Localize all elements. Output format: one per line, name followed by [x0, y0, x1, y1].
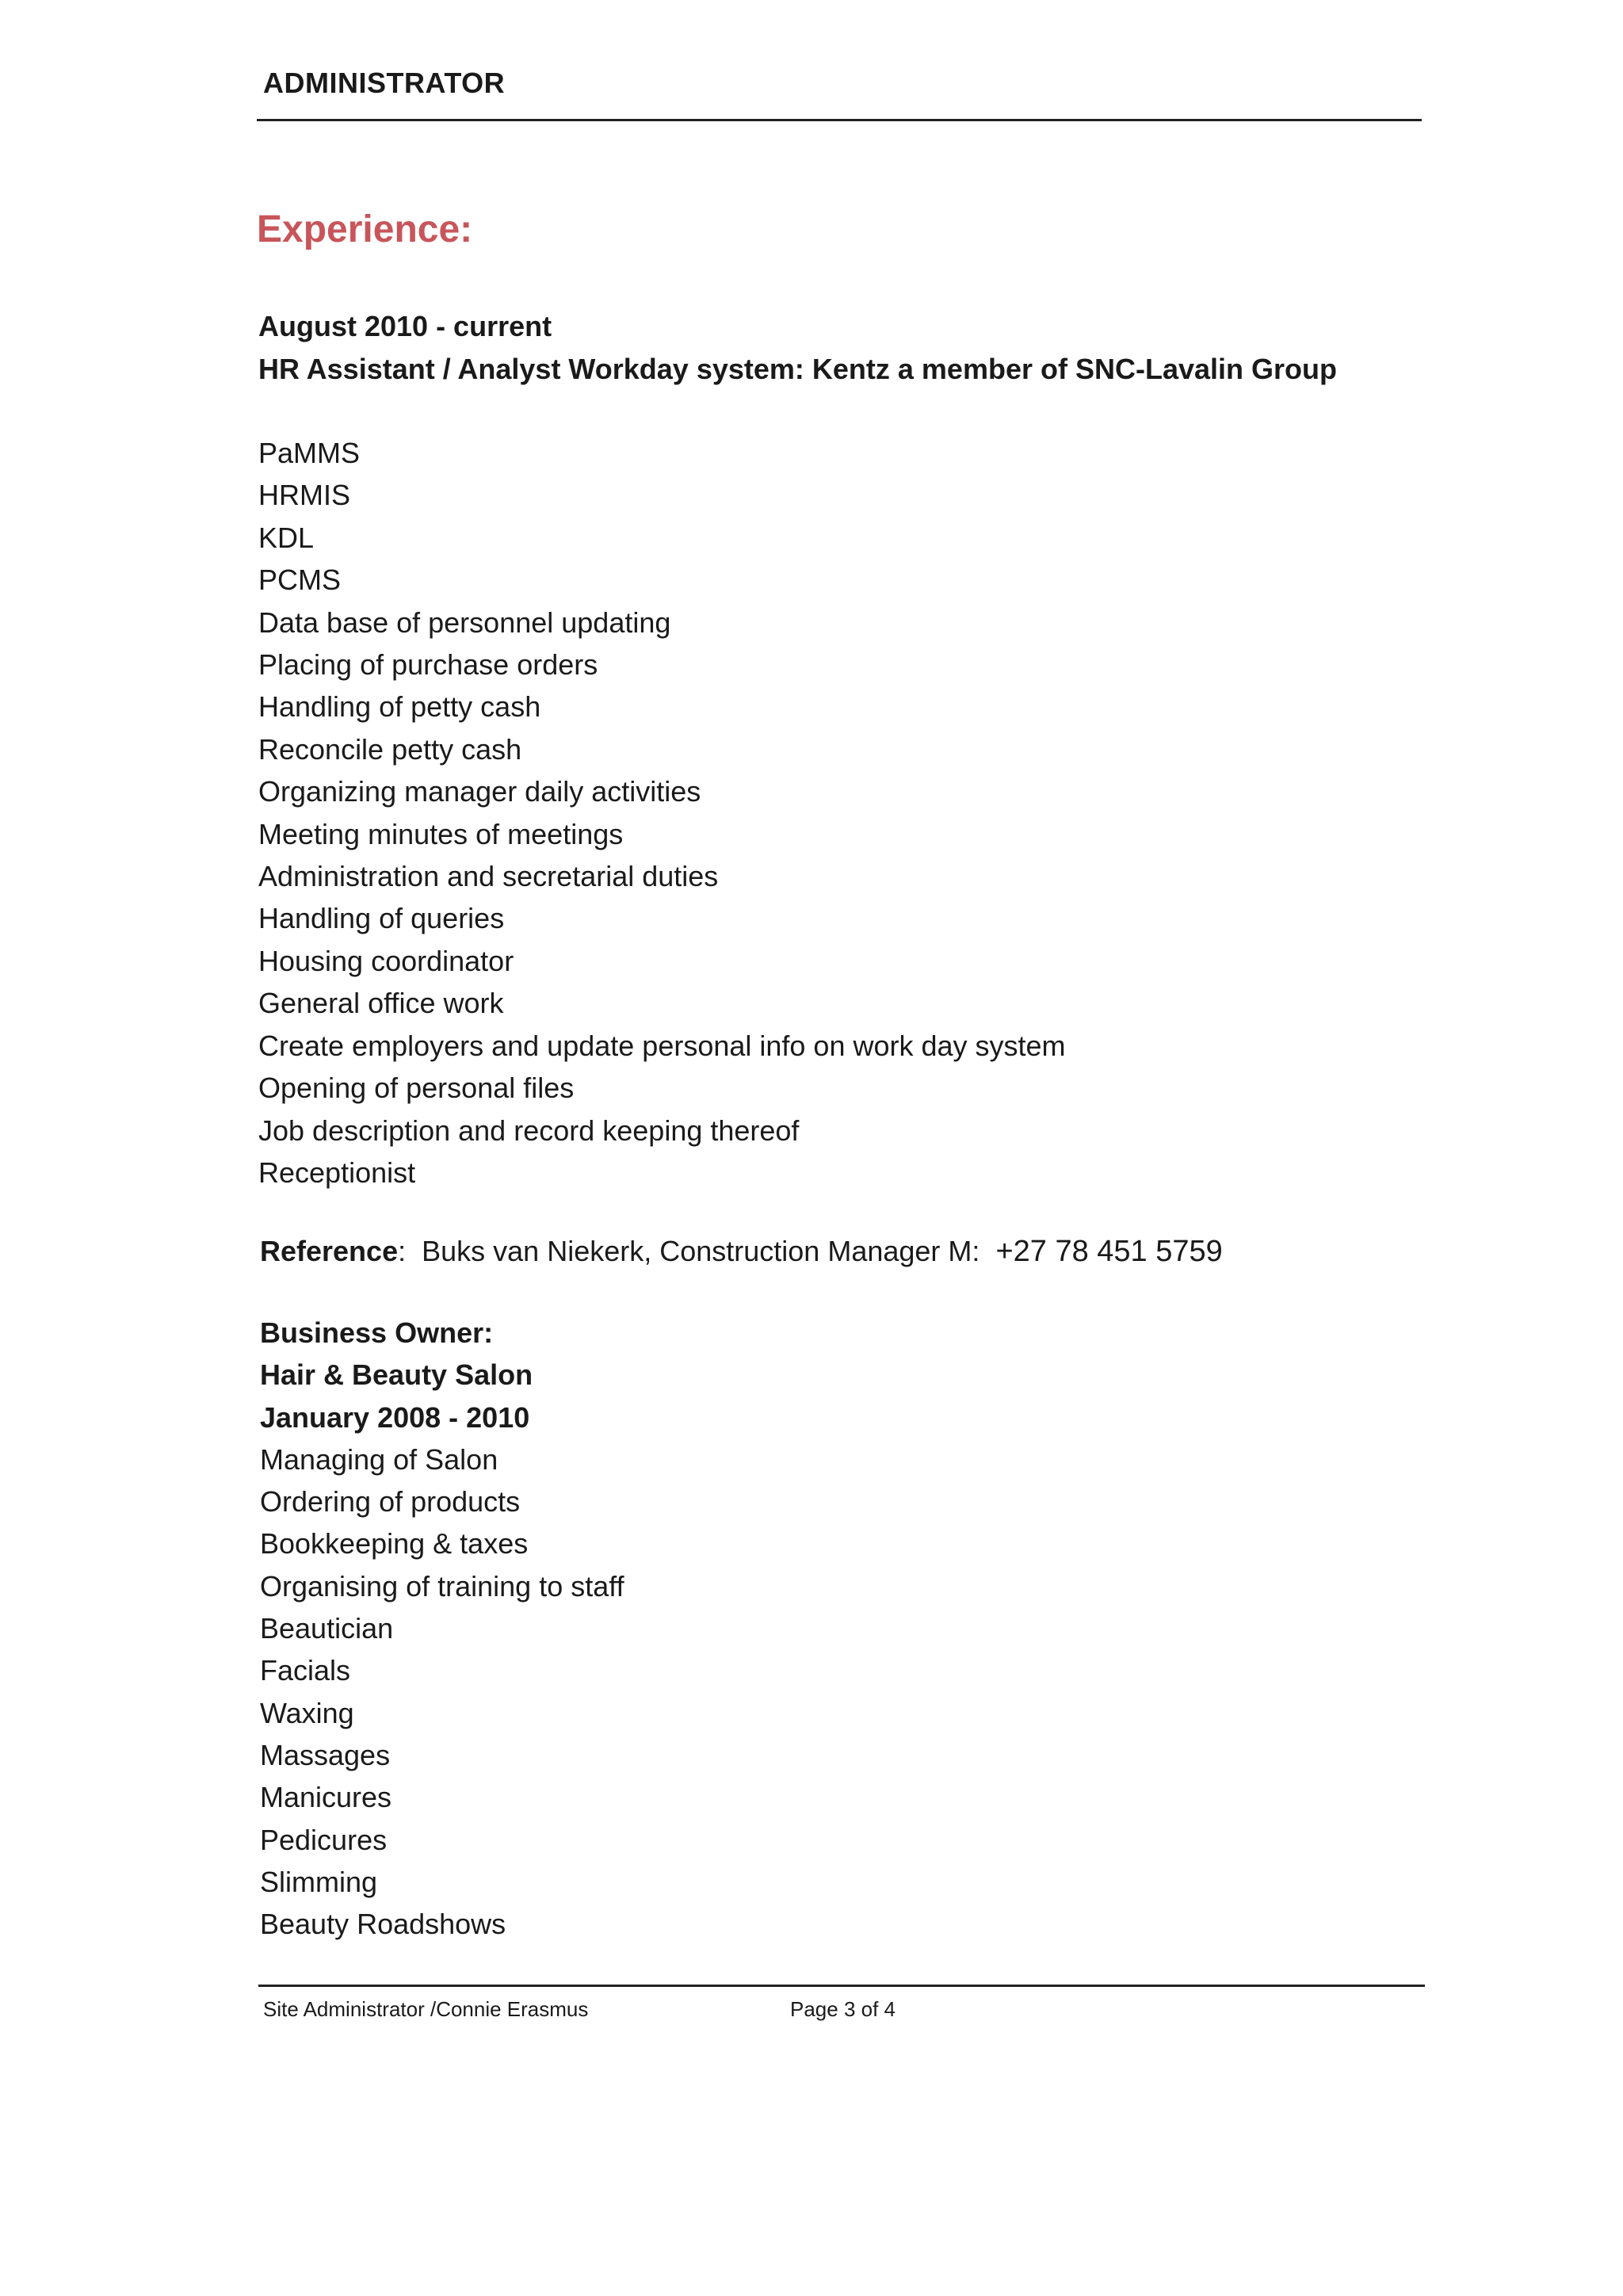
job1-duty: Administration and secretarial duties: [258, 860, 719, 893]
job1-duty: General office work: [258, 987, 504, 1020]
job2-duty: Beautician: [260, 1612, 394, 1645]
job1-duty: Receptionist: [258, 1156, 416, 1189]
job2-company: Hair & Beauty Salon: [260, 1358, 533, 1392]
job2-duty: Waxing: [260, 1696, 354, 1729]
job1-duty: Data base of personnel updating: [258, 606, 671, 639]
job1-title: HR Assistant / Analyst Workday system: Kentz a member of SNC-Lavalin Group: [258, 353, 1337, 385]
job1-duty: Organizing manager daily activities: [258, 775, 701, 808]
job1-duty: Meeting minutes of meetings: [258, 817, 624, 850]
job2-duty: Facials: [260, 1654, 351, 1687]
job1-duty: KDL: [258, 521, 315, 554]
header-title: ADMINISTRATOR: [263, 67, 506, 99]
job1-duty: HRMIS: [258, 479, 350, 512]
job1-duty: PaMMS: [258, 437, 361, 469]
job1-duty: PCMS: [258, 563, 342, 597]
reference-details: Buks van Niekerk, Construction Manager M:: [422, 1235, 980, 1267]
job1-duty: Handling of queries: [258, 902, 505, 935]
job2-duty: Bookkeeping & taxes: [260, 1527, 529, 1561]
job2-duty: Massages: [260, 1738, 391, 1771]
job1-duty: Opening of personal files: [258, 1072, 575, 1105]
reference-separator: :: [398, 1235, 407, 1267]
job2-section: [260, 1312, 1433, 1945]
job2-role: Business Owner:: [260, 1316, 494, 1349]
section-heading-experience: Experience:: [257, 208, 473, 250]
footer-author: Site Administrator /Connie Erasmus: [263, 1997, 589, 2021]
footer-page-number: Page 3 of 4: [790, 1997, 896, 2021]
footer-divider: [258, 1985, 1425, 1987]
job1-duty: Housing coordinator: [258, 944, 514, 977]
job2-duty: Ordering of products: [260, 1485, 521, 1519]
job2-duty: Manicures: [260, 1781, 392, 1814]
job2-duty: Managing of Salon: [260, 1442, 498, 1476]
header-divider: [257, 119, 1422, 121]
job2-duty: Pedicures: [260, 1823, 388, 1856]
job1-duty: Create employers and update personal info on work day system: [258, 1029, 1066, 1062]
job1-duty: Job description and record keeping thereof: [258, 1114, 800, 1147]
job1-duty: Placing of purchase orders: [258, 648, 598, 682]
job1-duty: Handling of petty cash: [258, 690, 541, 724]
job2-duty: Slimming: [260, 1865, 378, 1898]
reference-phone: +27 78 451 5759: [995, 1235, 1223, 1268]
job2-period: January 2008 - 2010: [260, 1400, 530, 1434]
reference-label: Reference: [260, 1235, 399, 1267]
job1-period: August 2010 - current: [258, 310, 552, 342]
job2-duty: Beauty Roadshows: [260, 1908, 506, 1941]
job1-duties-list: [258, 432, 1431, 1194]
job1-header: [258, 305, 1431, 391]
job1-duty: Reconcile petty cash: [258, 732, 522, 766]
reference-line: [260, 1235, 1433, 1269]
job2-duty: Organising of training to staff: [260, 1569, 624, 1603]
